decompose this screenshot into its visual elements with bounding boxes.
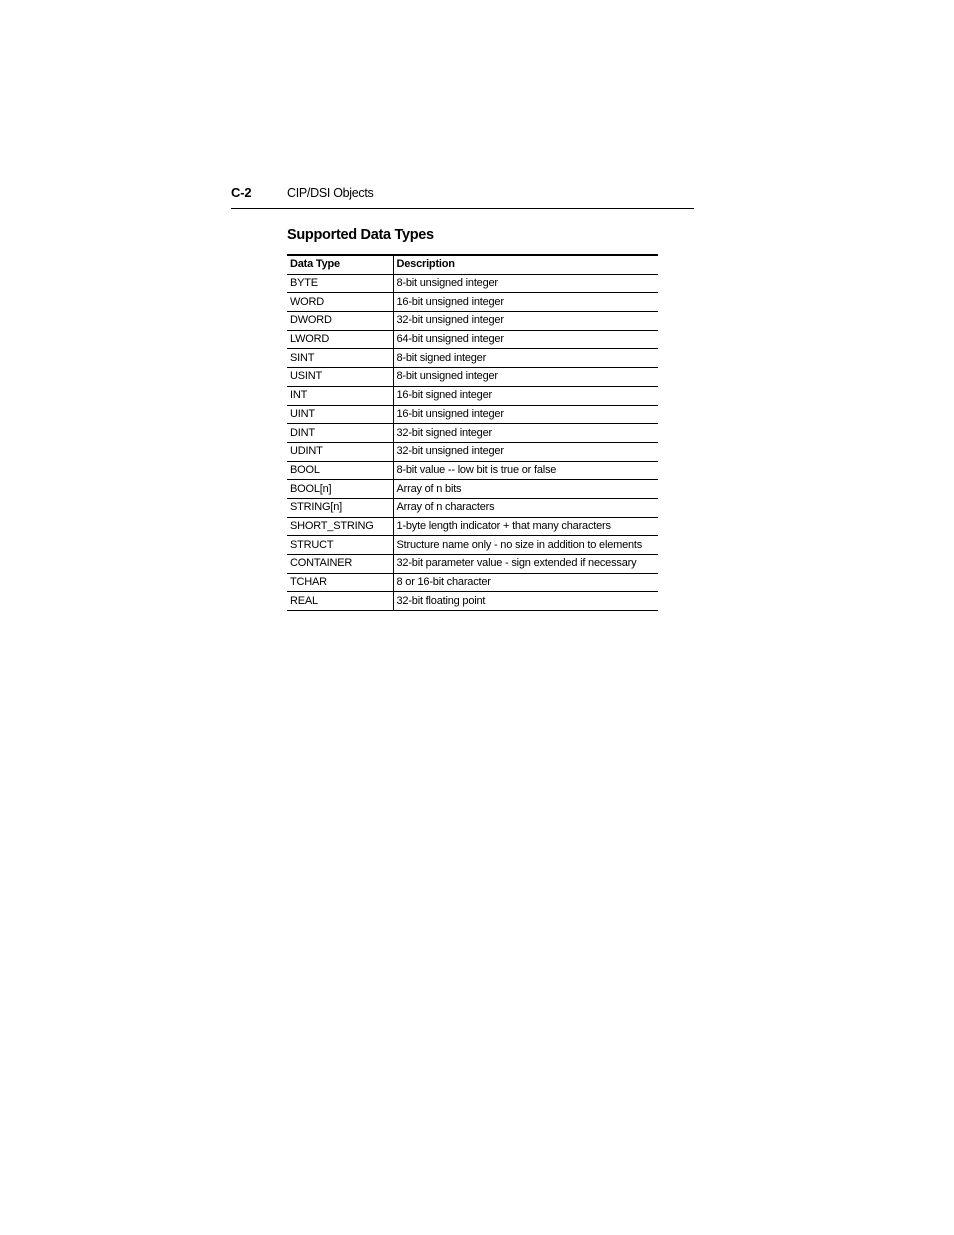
cell-description: 64-bit unsigned integer	[393, 330, 658, 349]
section-heading: Supported Data Types	[287, 227, 434, 243]
table-row	[287, 536, 658, 555]
cell-description: 8-bit signed integer	[393, 349, 658, 368]
cell-description: 32-bit unsigned integer	[393, 442, 658, 461]
cell-description: Structure name only - no size in addition to elements	[393, 536, 658, 555]
cell-data-type: BOOL[n]	[287, 480, 393, 499]
cell-data-type: SINT	[287, 349, 393, 368]
cell-data-type: WORD	[287, 293, 393, 312]
cell-data-type: SHORT_STRING	[287, 517, 393, 536]
cell-data-type: BYTE	[287, 274, 393, 293]
table-row	[287, 442, 658, 461]
cell-data-type: REAL	[287, 592, 393, 611]
table-row	[287, 517, 658, 536]
cell-data-type: UDINT	[287, 442, 393, 461]
cell-data-type: DWORD	[287, 312, 393, 331]
table-row	[287, 386, 658, 405]
cell-data-type: LWORD	[287, 330, 393, 349]
table-row	[287, 573, 658, 592]
table-row	[287, 461, 658, 480]
cell-data-type: STRING[n]	[287, 498, 393, 517]
cell-description: 8-bit unsigned integer	[393, 274, 658, 293]
cell-description: Array of n characters	[393, 498, 658, 517]
cell-description: 16-bit unsigned integer	[393, 405, 658, 424]
table-row	[287, 349, 658, 368]
page-header	[231, 184, 694, 209]
cell-description: 8-bit unsigned integer	[393, 368, 658, 387]
table-body	[287, 274, 658, 610]
table-row	[287, 555, 658, 574]
cell-data-type: INT	[287, 386, 393, 405]
cell-description: 16-bit signed integer	[393, 386, 658, 405]
cell-data-type: UINT	[287, 405, 393, 424]
cell-data-type: STRUCT	[287, 536, 393, 555]
cell-data-type: DINT	[287, 424, 393, 443]
table-row	[287, 274, 658, 293]
cell-data-type: USINT	[287, 368, 393, 387]
table-row	[287, 480, 658, 499]
page-number: C-2	[231, 185, 252, 200]
table-row	[287, 405, 658, 424]
table-row	[287, 498, 658, 517]
data-types-table	[287, 254, 658, 611]
table-row	[287, 424, 658, 443]
cell-description: 16-bit unsigned integer	[393, 293, 658, 312]
cell-description: 8-bit value -- low bit is true or false	[393, 461, 658, 480]
cell-description: 32-bit signed integer	[393, 424, 658, 443]
cell-description: Array of n bits	[393, 480, 658, 499]
cell-data-type: TCHAR	[287, 573, 393, 592]
column-header-data-type: Data Type	[287, 255, 393, 274]
cell-description: 32-bit unsigned integer	[393, 312, 658, 331]
cell-description: 8 or 16-bit character	[393, 573, 658, 592]
table-row	[287, 312, 658, 331]
table-row	[287, 368, 658, 387]
table-row	[287, 330, 658, 349]
table-header-row	[287, 255, 658, 274]
cell-description: 32-bit floating point	[393, 592, 658, 611]
column-header-description: Description	[393, 255, 658, 274]
cell-data-type: BOOL	[287, 461, 393, 480]
cell-data-type: CONTAINER	[287, 555, 393, 574]
table-row	[287, 293, 658, 312]
table-row	[287, 592, 658, 611]
running-section-title: CIP/DSI Objects	[287, 186, 374, 200]
cell-description: 32-bit parameter value - sign extended if necessary	[393, 555, 658, 574]
cell-description: 1-byte length indicator + that many characters	[393, 517, 658, 536]
